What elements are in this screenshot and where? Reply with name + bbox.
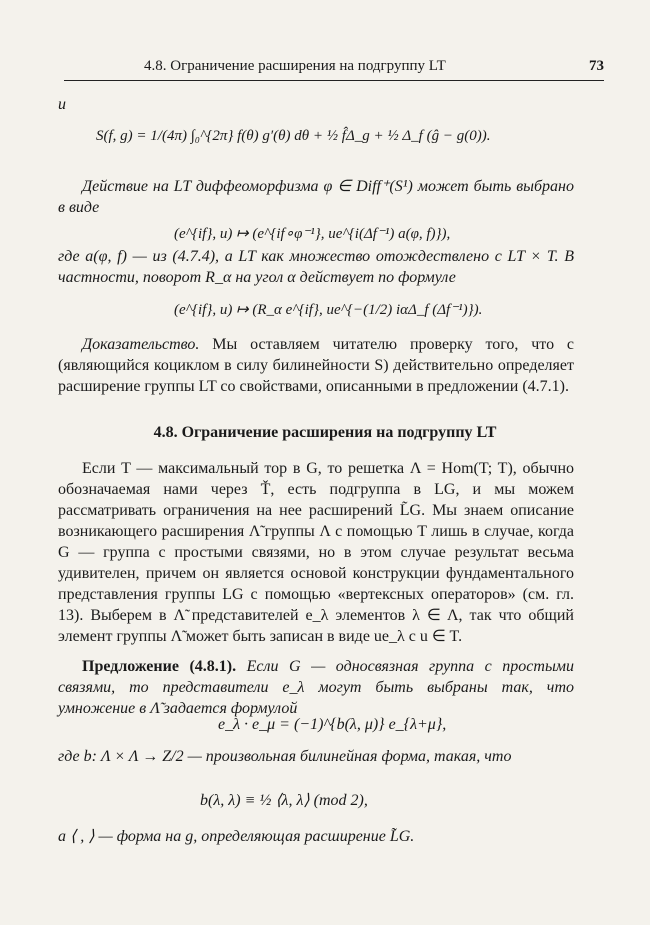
paragraph-torus: Если T — максимальный тор в G, то решетка Λ = Hom(T; T), обычно обозначаемая нами через Ť, есть подгруппа в LG, и мы можем рассматривать ограничения на нее расширений L̃G. Мы знаем описание возникающего расширения Λ̃ группы Λ с помощью T лишь в случае, когда G — группа с простыми связями, но в этом случае результат весьма удивителен, причем он является основой конструкции фундаментального представления группы LG с помощью «вертексных операторов» (см. гл. 13). Выберем в Λ̃ представителей e_λ элементов λ ∈ Λ, так что общий элемент группы Λ̃ может быть записан в виде ue_λ с u ∈ T. [58,460,574,645]
proof-text: Мы оставляем читателю проверку того, что c (являющийся коциклом в силу билинейности S) действительно определяет расширение группы LT со свойствами, описанными в предложении (4.7.1). [58,336,575,395]
paragraph-bilinear: где b: Λ × Λ → Z/2 — произвольная билинейная форма, такая, что [58,748,512,765]
paragraph-action: Действие на LT диффеоморфизма φ ∈ Diff⁺(S¹) может быть выбрано в виде [58,178,574,216]
equation-cocycle: S(f, g) = 1/(4π) ∫₀^{2π} f(θ) g′(θ) dθ + ½ f̂Δ_g + ½ Δ_f (ĝ − g(0)). [96,128,491,144]
page-number: 73 [589,58,604,74]
equation-rotation: (e^{if}, u) ↦ (R_α e^{if}, ue^{−(1/2) iαΔ_f (Δf⁻¹)}). [174,302,483,318]
equation-action: (e^{if}, u) ↦ (e^{if∘φ⁻¹}, ue^{i(Δf⁻¹) a(φ, f)}), [174,226,451,242]
proposition-lead: Предложение (4.8.1). [82,658,237,675]
equation-product: e_λ · e_μ = (−1)^{b(λ, μ)} e_{λ+μ}, [218,716,447,733]
header-rule [64,80,604,81]
equation-mod2: b(λ, λ) ≡ ½ ⟨λ, λ⟩ (mod 2), [200,792,368,809]
running-title: 4.8. Ограничение расширения на подгруппу LT [144,58,446,74]
proof-lead: Доказательство. [82,336,200,353]
proposition-text: Если G — односвязная группа с простыми связями, то представители e_λ могут быть выбраны так, что умножение в Λ̃ задается формулой [58,658,574,717]
paragraph-where: где a(φ, f) — из (4.7.4), а LT как множество отождествлено с LT × T. В частности, поворот R_α на угол α действует по формуле [58,248,574,286]
top-word: и [58,96,66,113]
proof-paragraph [58,334,574,397]
proposition-paragraph [58,656,574,719]
paragraph-last: а ⟨ , ⟩ — форма на g, определяющая расширение L̃G. [58,828,415,845]
section-heading: 4.8. Ограничение расширения на подгруппу LT [153,424,497,441]
